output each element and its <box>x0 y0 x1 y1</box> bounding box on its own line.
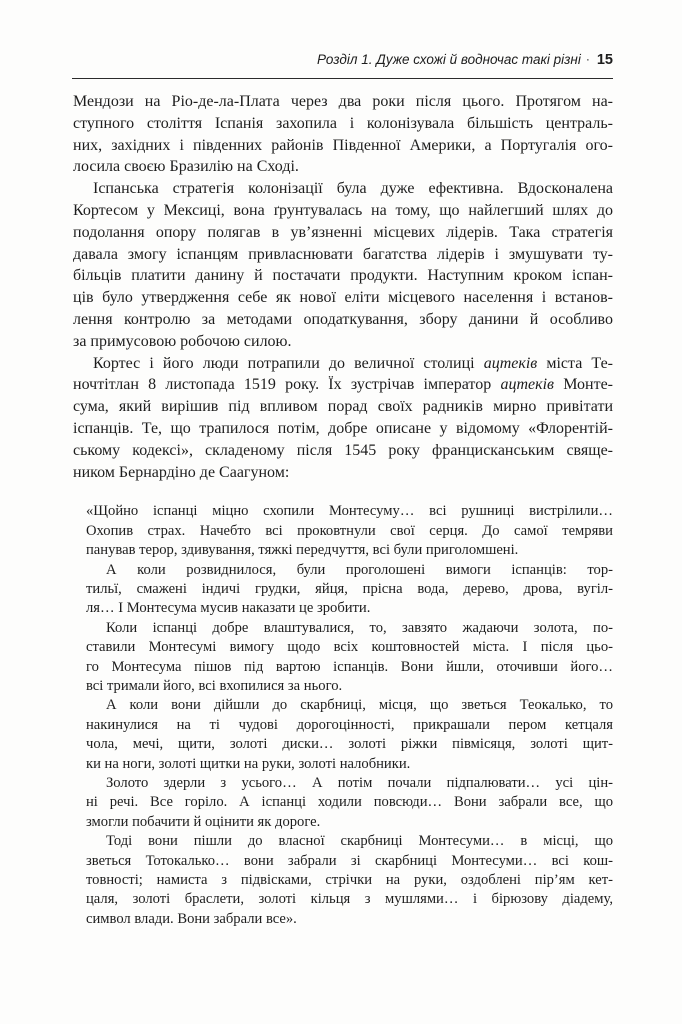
paragraph <box>86 561 613 619</box>
text-line: накинулися на ті чудові дорогоцінності, прикрашали пером кетцаля <box>86 716 613 733</box>
text-line: ставили Монтесумі вимогу щодо всіх коштовностей міста. І після цьо- <box>86 639 613 656</box>
paragraph <box>86 502 613 560</box>
text-line: лосила своєю Бразилію на Сході. <box>73 158 299 176</box>
paragraph <box>73 353 613 484</box>
text-line: Іспанська стратегія колонізації була дуже ефективна. Вдосконалена <box>93 180 613 198</box>
text-line: більців платити данину й постачати продукти. Наступним кроком іспан- <box>73 267 613 285</box>
text-line: «Щойно іспанці міцно схопили Монтесуму… всі рушниці вистрілили… <box>86 503 613 520</box>
text-line: панував терор, здивування, тяжкі передчуття, всі були приголомшені. <box>86 542 519 559</box>
header-rule <box>72 78 613 79</box>
page-number: 15 <box>596 52 613 68</box>
text-column <box>73 91 613 929</box>
text-line: змогли побачити й оцінити як дороге. <box>86 813 321 830</box>
paragraph <box>86 696 613 774</box>
body-text <box>73 91 613 483</box>
text-line: Кортес і його люди потрапили до величної столиці ацтеків міста Те- <box>93 354 613 372</box>
text-line: іспанців. Те, що трапилося потім, добре описане у відомому «Флорентій- <box>73 419 613 437</box>
text-line: ців було утвердження себе як нової еліти місцевого населення і встанов- <box>73 289 613 307</box>
text-line: ником Бернардіно де Саагуном: <box>73 463 290 481</box>
text-line: Охопив страх. Начебто всі проковтнули свої серця. До самої темряви <box>86 522 613 539</box>
paragraph <box>86 832 613 929</box>
page-header <box>73 52 613 68</box>
text-line: ля… І Монтесума мусив наказати це зробити. <box>86 600 371 617</box>
paragraph <box>86 774 613 832</box>
separator-dot: · <box>585 52 590 66</box>
text-line: Кортесом у Мексиці, вона ґрунтувалась на тому, що найлегший шлях до <box>73 201 613 219</box>
quote-block <box>86 502 613 929</box>
text-line: цаля, золоті браслети, золоті кільця з мушлями… і бірюзову діадему, <box>86 891 613 908</box>
text-line: за примусовою робочою силою. <box>73 332 292 350</box>
text-line: тильї, смажені індичі грудки, яйця, прісна вода, дерево, дрова, вугіл- <box>86 580 613 597</box>
paragraph <box>73 178 613 352</box>
text-line: товності; намиста з підвісками, стрічки на руки, оздоблені пір’ям кет- <box>86 872 613 889</box>
text-line: подолання опору полягав в ув’язненні місцевих лідерів. Така стратегія <box>73 223 613 241</box>
text-line: лення контролю за методами оподаткування, збору данини й особливо <box>73 310 613 328</box>
text-line: символ влади. Вони забрали все». <box>86 910 297 927</box>
text-line: А коли розвиднилося, були проголошені вимоги іспанців: тор- <box>106 561 613 578</box>
text-line: А коли вони дійшли до скарбниці, місця, що зветься Теокалько, то <box>106 697 613 714</box>
text-line: ки на ноги, золоті щитки на руки, золоті налобники. <box>86 755 411 772</box>
text-line: ночтітлан 8 листопада 1519 року. Їх зустрічав імператор ацтеків Монте- <box>73 376 614 394</box>
paragraph <box>86 619 613 697</box>
text-line: них, західних і південних районів Південної Америки, а Португалія ого- <box>73 136 613 154</box>
text-line: сума, який вирішив під впливом порад своїх радників мирно привітати <box>73 398 613 416</box>
text-line: Мендози на Ріо-де-ла-Плата через два роки після цього. Протягом на- <box>73 93 613 110</box>
text-line: ському кодексі», складеному після 1545 року францисканським свяще- <box>73 441 613 459</box>
text-line: го Монтесума пішов під вартою іспанців. Вони йшли, оточивши його… <box>86 658 613 675</box>
text-line: давала змогу іспанцям привласнювати багатства лідерів і змушувати ту- <box>73 245 613 263</box>
text-line: чола, мечі, щити, золоті диски… золоті ріжки півмісяця, золоті щит- <box>86 736 613 753</box>
text-line: Тоді вони пішли до власної скарбниці Монтесуми… в місці, що <box>106 833 613 850</box>
text-line: всі тримали його, всі вхопилися за нього. <box>86 678 343 694</box>
text-line: Золото здерли з усього… А потім почали підпалювати… усі цін- <box>106 775 613 792</box>
text-line: ступного століття Іспанія захопила і колонізувала більшість централь- <box>73 114 613 132</box>
text-line: зветься Тотокалько… вони забрали зі скарбниці Монтесуми… всі кош- <box>86 852 613 869</box>
text-line: ні речі. Все горіло. А іспанці ходили повсюди… Вони забрали все, що <box>86 794 613 811</box>
text-line: Коли іспанці добре влаштувалися, то, завзято жадаючи золота, по- <box>106 619 613 636</box>
chapter-title: Розділ 1. Дуже схожі й водночас такі різні <box>317 52 581 67</box>
paragraph <box>73 91 613 178</box>
